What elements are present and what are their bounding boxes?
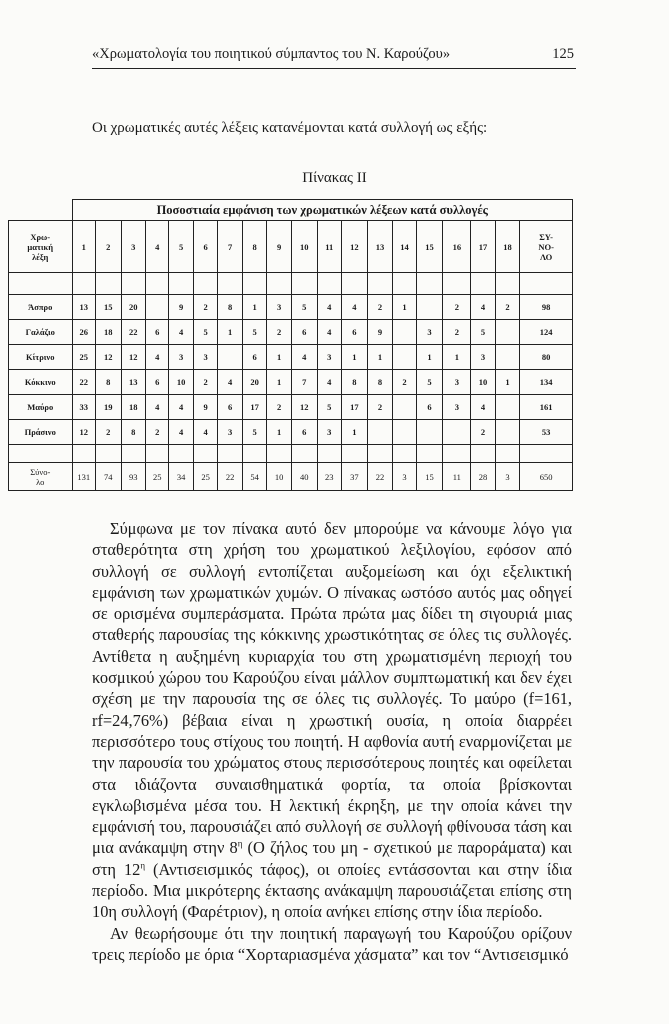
table-row [9,420,573,445]
frequency-cell: 19 [95,395,121,420]
frequency-cell: 1 [416,345,443,370]
table-title: Ποσοστιαία εμφάνιση των χρωματικών λέξεων κατά συλλογές [72,200,573,221]
frequency-cell: 12 [95,345,121,370]
empty-cell [121,273,146,295]
empty-cell [393,273,416,295]
empty-cell [169,273,194,295]
empty-cell [267,445,292,463]
frequency-cell: 5 [416,370,443,395]
paragraph-text: (Ο ζήλος του μη - σχετικού με παροράματα) και στη 12 [92,838,572,879]
frequency-cell: 1 [367,345,393,370]
frequency-cell: 2 [495,295,520,320]
frequency-cell: 4 [146,345,169,370]
empty-cell [242,445,267,463]
paragraph-text: Σύμφωνα με τον πίνακα αυτό δεν μπορούμε να κάνουμε λόγο για σταθερότητα στη χρήση του χρωματικού λεξιλογίου, εφόσον από συλλογή σε συλλογή εντοπίζεται αυξομείωση και όχι εξελικτική εμφάνιση των χρωματικών χυμών. Ο πίνακας ωστόσο αυτός μας οδηγεί σε ορισμένα συμπεράσματα. Πρώτα πρώτα μας δίδει τη σιγουριά μιας σταθερής παρουσίας της κόκκινης χρωστικότητας σε όλες τις συλλογές. Αντίθετα η αυξημένη κυριαρχία του στη χρωματισμένη περιοχή του κοσμικού χώρου του Καρούζου είναι μάλλον συμπτωματική και δεν έχει σχέση με την παρουσία της σε όλες τις συλλογές. Το μαύρο (f=161, rf=24,76%) βέβαια είναι η χρωστική ουσία, η οποία διαρρέει περισσότερο τους στίχους του ποιητή. Η αφθονία αυτή εναρμονίζεται με την παρουσία του χρώματος στους περισσότερους ποιητές και οφείλεται στα ιδιάζοντα συναισθηματικά φορτία, τα οποία βρίσκονται εγκλωβισμένα μέσα του. Η λεκτική έκρηξη, με την οποία κάνει την εμφάνισή του, παρουσιάζει από συλλογή σε συλλογή φθίνουσα τάση και μια ανάκαμψη στην 8 [92,519,572,858]
empty-cell [291,445,317,463]
frequency-cell: 5 [317,395,342,420]
table-row [9,295,573,320]
collection-number-header: 17 [471,221,496,273]
row-total-cell: 98 [520,295,573,320]
empty-cell [342,273,368,295]
column-total-cell: 3 [393,463,416,491]
collection-number-header: 11 [317,221,342,273]
frequency-cell: 4 [193,420,218,445]
frequency-cell: 1 [342,420,368,445]
column-total-cell: 74 [95,463,121,491]
frequency-cell [443,420,471,445]
frequency-cell: 6 [291,420,317,445]
collection-number-header: 13 [367,221,393,273]
frequency-cell: 1 [218,320,243,345]
empty-cell [393,445,416,463]
frequency-cell: 3 [267,295,292,320]
collection-number-header: 12 [342,221,368,273]
frequency-cell: 2 [443,320,471,345]
frequency-cell [393,395,416,420]
totals-row [9,463,573,491]
column-total-cell: 25 [146,463,169,491]
frequency-cell: 8 [121,420,146,445]
frequency-cell [416,420,443,445]
color-word-label: Άσπρο [9,295,73,320]
empty-cell [72,445,95,463]
frequency-cell: 26 [72,320,95,345]
empty-cell [72,273,95,295]
frequency-cell: 4 [471,395,496,420]
empty-cell [520,273,573,295]
frequency-cell: 5 [242,420,267,445]
frequency-cell: 3 [169,345,194,370]
row-total-cell: 134 [520,370,573,395]
frequency-cell: 12 [291,395,317,420]
intro-sentence: Οι χρωματικές αυτές λέξεις κατανέμονται κατά συλλογή ως εξής: [92,120,488,136]
frequency-cell: 8 [95,370,121,395]
empty-cell [218,273,243,295]
empty-cell [471,445,496,463]
frequency-cell: 15 [95,295,121,320]
row-total-cell: 161 [520,395,573,420]
frequency-cell: 3 [443,370,471,395]
frequency-cell: 1 [495,370,520,395]
blank-corner [9,200,73,221]
frequency-cell: 12 [121,345,146,370]
column-total-cell: 10 [267,463,292,491]
frequency-cell: 2 [146,420,169,445]
frequency-cell: 2 [95,420,121,445]
frequency-cell: 1 [267,345,292,370]
collection-number-header: 3 [121,221,146,273]
frequency-cell: 20 [121,295,146,320]
frequency-cell: 1 [443,345,471,370]
paragraph: Αν θεωρήσουμε ότι την ποιητική παραγωγή του Καρούζου ορίζουν τρεις περίοδο με όρια “Χορταριασμένα χάσματα” και τον “Αντισεισμικό [92,923,572,964]
frequency-cell: 25 [72,345,95,370]
frequency-cell: 1 [242,295,267,320]
column-total-cell: 22 [367,463,393,491]
frequency-cell: 33 [72,395,95,420]
frequency-cell: 6 [416,395,443,420]
frequency-cell: 18 [121,395,146,420]
ordinal-superscript: η [237,838,243,849]
frequency-cell [218,345,243,370]
empty-cell [218,445,243,463]
frequency-cell: 22 [121,320,146,345]
frequency-cell: 17 [242,395,267,420]
frequency-cell: 2 [393,370,416,395]
frequency-cell: 8 [342,370,368,395]
empty-cell [146,273,169,295]
frequency-cell [495,320,520,345]
frequency-cell: 2 [471,420,496,445]
ordinal-superscript: η [140,860,146,871]
frequency-cell [495,420,520,445]
frequency-cell: 9 [169,295,194,320]
frequency-cell [416,295,443,320]
frequency-cell: 5 [291,295,317,320]
frequency-cell: 1 [267,370,292,395]
frequency-cell: 1 [267,420,292,445]
frequency-cell [146,295,169,320]
running-title: «Χρωματολογία του ποιητικού σύμπαντος του Ν. Καρούζου» [92,46,451,62]
paragraph-text: (Αντισεισμικός τάφος), οι οποίες εντάσσονται και στην ίδια περίοδο. Μια μικρότερης έκτασης ανάκαμψη παρουσιάζεται επίσης στη 10η συλλογή (Φαρέτριον), η οποία ανήκει επίσης στην ίδια περίοδο. [92,859,572,922]
empty-cell [495,445,520,463]
collection-number-header: 2 [95,221,121,273]
column-total-cell: 131 [72,463,95,491]
frequency-cell: 2 [193,295,218,320]
empty-cell [146,445,169,463]
frequency-cell [393,345,416,370]
empty-cell [193,445,218,463]
frequency-cell: 3 [317,420,342,445]
frequency-cell: 2 [193,370,218,395]
page-number: 125 [552,46,574,62]
color-word-label: Μαύρο [9,395,73,420]
frequency-cell [393,420,416,445]
frequency-cell: 20 [242,370,267,395]
column-total-cell: 15 [416,463,443,491]
column-total-cell: 28 [471,463,496,491]
collection-number-header: 15 [416,221,443,273]
frequency-cell: 4 [471,295,496,320]
frequency-cell: 5 [242,320,267,345]
frequency-cell: 8 [367,370,393,395]
empty-cell [495,273,520,295]
frequency-cell: 10 [169,370,194,395]
column-total-cell: 3 [495,463,520,491]
frequency-cell: 2 [267,395,292,420]
frequency-cell: 7 [291,370,317,395]
frequency-cell: 13 [121,370,146,395]
collection-number-header: 1 [72,221,95,273]
empty-cell [317,445,342,463]
frequency-cell: 4 [146,395,169,420]
table-title-row [9,200,573,221]
collection-number-header: 5 [169,221,194,273]
empty-cell [367,273,393,295]
frequency-cell [495,395,520,420]
frequency-cell: 2 [367,295,393,320]
frequency-cell: 2 [267,320,292,345]
color-word-label: Πράσινο [9,420,73,445]
color-word-label: Γαλάζιο [9,320,73,345]
frequency-cell: 4 [291,345,317,370]
empty-cell [317,273,342,295]
frequency-cell: 6 [242,345,267,370]
frequency-cell: 5 [471,320,496,345]
table-row [9,395,573,420]
column-total-cell: 23 [317,463,342,491]
frequency-cell: 6 [342,320,368,345]
column-total-cell: 25 [193,463,218,491]
running-header [92,46,576,69]
empty-cell [443,273,471,295]
empty-cell [9,445,73,463]
row-total-cell: 53 [520,420,573,445]
empty-cell [95,273,121,295]
table-row [9,370,573,395]
frequency-cell: 3 [416,320,443,345]
frequency-cell: 17 [342,395,368,420]
frequency-cell: 4 [218,370,243,395]
collection-number-header: 7 [218,221,243,273]
frequency-cell: 3 [193,345,218,370]
empty-cell [443,445,471,463]
column-total-cell: 37 [342,463,368,491]
empty-cell [121,445,146,463]
table-row [9,320,573,345]
empty-cell [416,273,443,295]
empty-cell [416,445,443,463]
empty-cell [193,273,218,295]
frequency-cell: 2 [367,395,393,420]
frequency-cell: 22 [72,370,95,395]
frequency-cell: 9 [367,320,393,345]
frequency-cell: 6 [291,320,317,345]
totals-label: Σύνο- λο [9,463,73,491]
frequency-cell: 8 [218,295,243,320]
empty-cell [342,445,368,463]
collection-number-header: 10 [291,221,317,273]
body-text [92,518,572,965]
frequency-cell: 4 [317,295,342,320]
collection-number-header: 9 [267,221,292,273]
empty-cell [471,273,496,295]
collection-number-header: 14 [393,221,416,273]
total-header-cell: ΣΥ- ΝΟ- ΛΟ [520,221,573,273]
frequency-cell: 3 [471,345,496,370]
column-total-cell: 93 [121,463,146,491]
frequency-cell: 18 [95,320,121,345]
frequency-cell: 4 [169,395,194,420]
collection-number-header: 6 [193,221,218,273]
color-word-label: Κόκκινο [9,370,73,395]
frequency-cell: 4 [342,295,368,320]
table-row [9,345,573,370]
empty-cell [242,273,267,295]
frequency-cell: 12 [72,420,95,445]
frequency-cell: 5 [193,320,218,345]
collection-number-header: 16 [443,221,471,273]
frequency-cell: 1 [393,295,416,320]
collection-number-header: 4 [146,221,169,273]
frequency-cell: 4 [317,370,342,395]
frequency-cell: 3 [443,395,471,420]
frequency-cell: 3 [317,345,342,370]
column-total-cell: 40 [291,463,317,491]
empty-cell [520,445,573,463]
row-header-cell: Χρω- ματική λέξη [9,221,73,273]
grand-total-cell: 650 [520,463,573,491]
paragraph [92,518,572,923]
column-header-row [9,221,573,273]
frequency-cell: 9 [193,395,218,420]
column-total-cell: 54 [242,463,267,491]
empty-cell [291,273,317,295]
frequency-cell: 4 [169,320,194,345]
frequency-cell: 1 [342,345,368,370]
frequency-cell: 3 [218,420,243,445]
frequency-cell [367,420,393,445]
spacer-row [9,445,573,463]
frequency-cell: 6 [146,370,169,395]
empty-cell [169,445,194,463]
frequency-cell [393,320,416,345]
collection-number-header: 18 [495,221,520,273]
frequency-cell: 4 [169,420,194,445]
row-total-cell: 124 [520,320,573,345]
spacer-row [9,273,573,295]
column-total-cell: 22 [218,463,243,491]
row-total-cell: 80 [520,345,573,370]
frequency-cell: 4 [317,320,342,345]
distribution-table [8,199,573,491]
column-total-cell: 11 [443,463,471,491]
frequency-cell [495,345,520,370]
empty-cell [95,445,121,463]
frequency-cell: 10 [471,370,496,395]
frequency-cell: 2 [443,295,471,320]
empty-cell [9,273,73,295]
empty-cell [367,445,393,463]
frequency-cell: 6 [146,320,169,345]
frequency-cell: 13 [72,295,95,320]
empty-cell [267,273,292,295]
frequency-cell: 6 [218,395,243,420]
table-caption: Πίνακας II [302,170,367,186]
color-word-label: Κίτρινο [9,345,73,370]
column-total-cell: 34 [169,463,194,491]
collection-number-header: 8 [242,221,267,273]
